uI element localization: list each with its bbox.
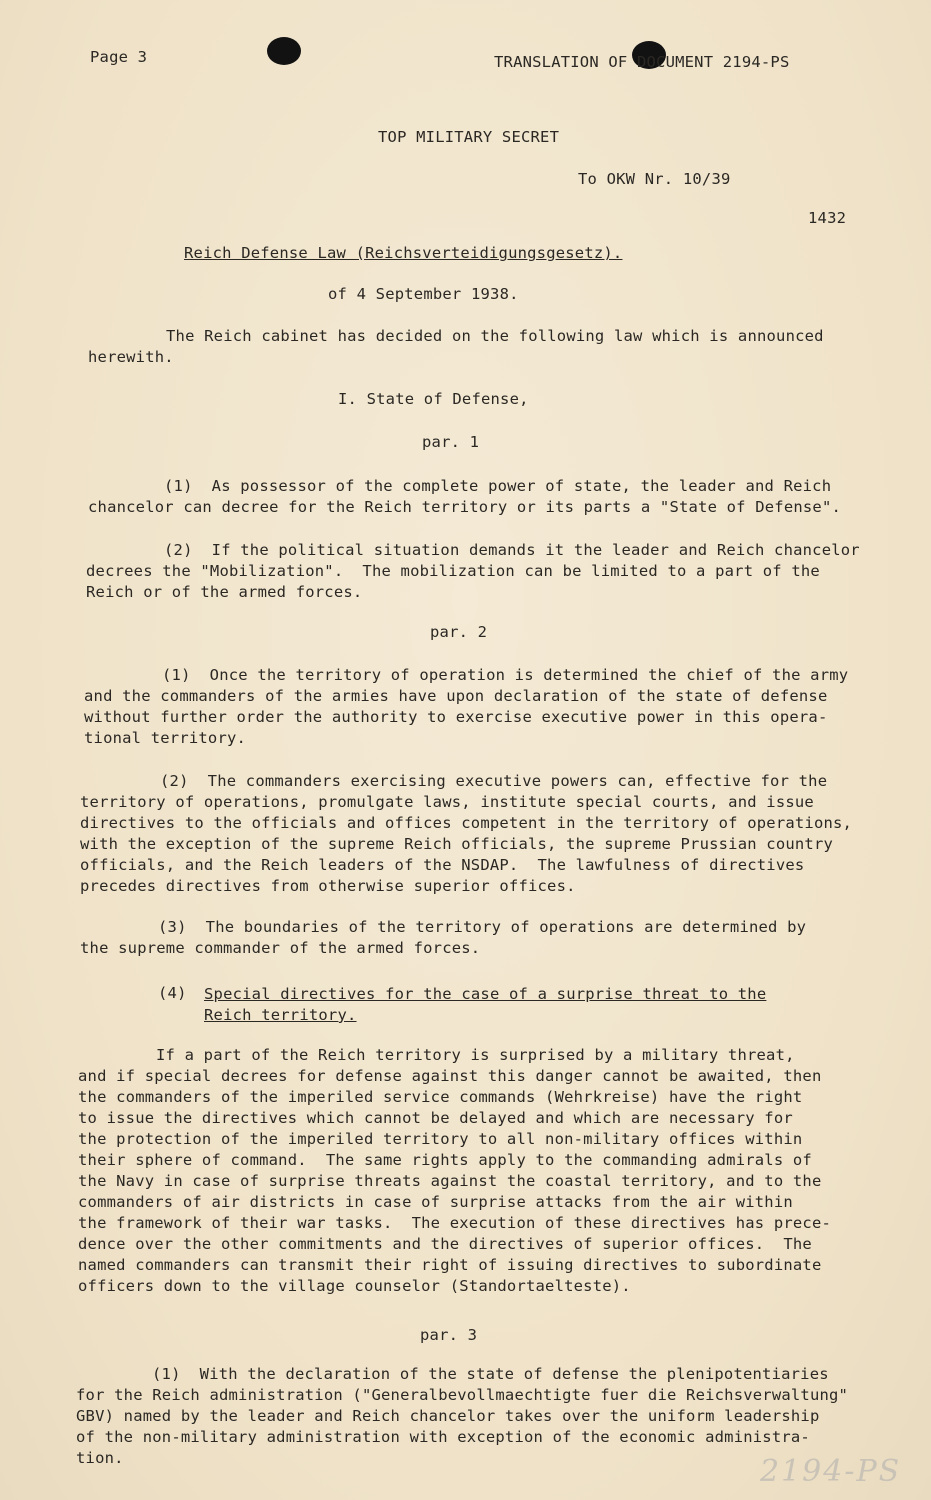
page-number: 1432 (808, 209, 847, 227)
intro-paragraph: The Reich cabinet has decided on the following law which is announced herewith. (88, 327, 824, 366)
page-label: Page 3 (90, 48, 148, 66)
classification: TOP MILITARY SECRET (378, 128, 560, 146)
par1-heading: par. 1 (422, 433, 480, 451)
par2-p4-heading: Special directives for the case of a surprise threat to the Reich territory. (204, 985, 767, 1024)
par1-p1: (1) As possessor of the complete power of state, the leader and Reich chancelor can decree for the Reich territory or its parts a "State of Defense". (88, 477, 842, 516)
par2-heading: par. 2 (430, 623, 488, 641)
date-line: of 4 September 1938. (328, 285, 519, 303)
section-heading: I. State of Defense, (338, 390, 529, 408)
par2-p1: (1) Once the territory of operation is determined the chief of the army and the commanders of the armies have upon declaration of the state of defense without further order the authority to exercise executive power in this opera- tional territory. (84, 666, 849, 747)
par2-p4-body: If a part of the Reich territory is surprised by a military threat, and if special decrees for defense against this danger cannot be awaited, then the commanders of the imperiled service commands (Wehrkreise) have the right to issue the directives which cannot be delayed and which are necessary for the protection of the imperiled territory to all non-military offices within their sphere of command. The same rights apply to the commanding admirals of the Navy in case of surprise threats against the coastal territory, and to the commanders of air districts in case of surprise attacks from the air within the framework of their war tasks. The execution of these directives has prece- dence over the other commitments and the directives of superior offices. The named commanders can transmit their right of issuing directives to subordinate officers down to the village counselor (Standortaelteste). (78, 1046, 832, 1295)
handwritten-reference: 2194-PS (760, 1454, 902, 1489)
par1-p2: (2) If the political situation demands it the leader and Reich chancelor decrees the "Mobilization". The mobilization can be limited to a part of the Reich or of the armed forces. (86, 541, 860, 601)
punch-hole-left (267, 37, 301, 65)
par3-p1: (1) With the declaration of the state of defense the plenipotentiaries for the Reich administration ("Generalbevollmaechtigte fuer die Reichsverwaltung" GBV) named by the leader and Reich chancelor takes over the uniform leadership of the non-military administration with exception of the economic administra- tion. (76, 1365, 849, 1467)
par3-heading: par. 3 (420, 1326, 478, 1344)
par2-p3: (3) The boundaries of the territory of operations are determined by the supreme commander of the armed forces. (80, 918, 807, 957)
par2-p2: (2) The commanders exercising executive powers can, effective for the territory of operations, promulgate laws, institute special courts, and issue directives to the officials and offices competent in the territory of operations, with the exception of the supreme Reich officials, the supreme Prussian country officials, and the Reich leaders of the NSDAP. The lawfulness of directives precedes directives from otherwise superior offices. (80, 772, 853, 895)
reference-number: To OKW Nr. 10/39 (578, 170, 731, 188)
law-title: Reich Defense Law (Reichsverteidigungsgesetz). (184, 244, 623, 262)
par2-p4-number: (4) (158, 984, 187, 1002)
document-reference: TRANSLATION OF DOCUMENT 2194-PS (494, 53, 790, 71)
